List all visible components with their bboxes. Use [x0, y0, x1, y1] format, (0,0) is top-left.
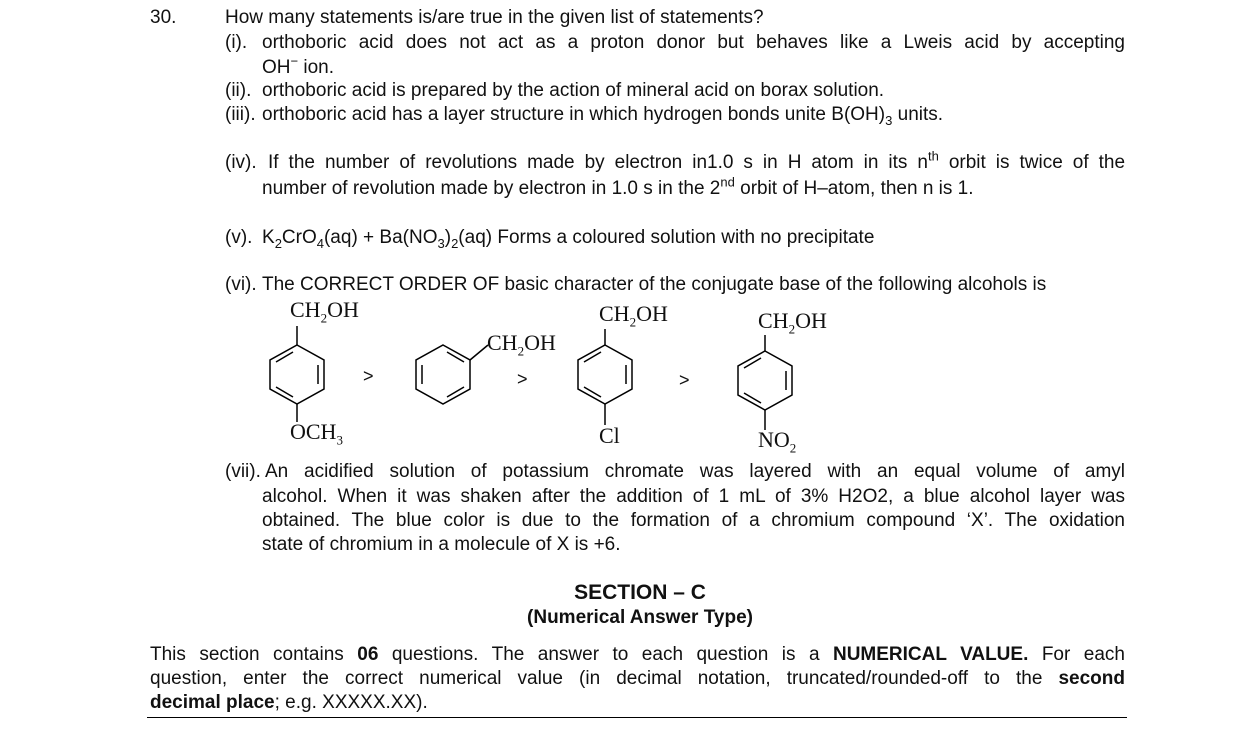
- statement-label: (ii).: [225, 80, 252, 101]
- statement-text: state of chromium in a molecule of X is +6.: [262, 534, 621, 555]
- bottom-divider: [147, 717, 1127, 718]
- question-prompt: How many statements is/are true in the given list of statements?: [225, 7, 764, 28]
- statement-text: The CORRECT ORDER OF basic character of the conjugate base of the following alcohols is: [262, 274, 1047, 295]
- statement-text: orthoboric acid has a layer structure in which hydrogen bonds unite $B(OH)_3$ units.: [262, 104, 944, 128]
- section-instructions: question, enter the correct numerical value (in decimal notation, truncated/rounded-off to the second: [150, 668, 1125, 689]
- statement-text: OH− ion.: [262, 53, 335, 78]
- section-title: SECTION – C: [574, 581, 706, 604]
- greater-than-sign: >: [679, 370, 690, 390]
- statement-label: (v).: [225, 227, 253, 248]
- statement-text: orthoboric acid is prepared by the action of mineral acid on borax solution.: [262, 80, 885, 101]
- statement-label: (i).: [225, 32, 248, 53]
- ch2oh-label: $CH_2OH$: [290, 297, 359, 326]
- statement-label: (iii).: [225, 104, 256, 125]
- statement-text: $K_2CrO_4(aq) + Ba(NO_3)_2(aq)$ Forms a coloured solution with no precipitate: [262, 227, 875, 251]
- statement-label: (iv).: [225, 152, 257, 173]
- statement-text: orthoboric acid does not act as a proton donor but behaves like a Lweis acid by accepting: [262, 32, 1125, 53]
- statement-text: obtained. The blue color is due to the formation of a chromium compound ‘X’. The oxidation: [262, 510, 1125, 531]
- statement-text: alcohol. When it was shaken after the addition of 1 mL of 3% H2O2, a blue alcohol layer was: [262, 486, 1125, 507]
- statement-text: number of revolution made by electron in 1.0 s in the 2nd orbit of H–atom, then n is 1.: [262, 174, 974, 199]
- section-subtitle: (Numerical Answer Type): [527, 607, 753, 628]
- section-instructions: This section contains 06 questions. The answer to each question is a NUMERICAL VALUE. For each: [150, 644, 1125, 665]
- greater-than-sign: >: [517, 369, 528, 389]
- cl-label: Cl: [599, 423, 620, 448]
- statement-label: (vi).: [225, 274, 257, 295]
- section-instructions: decimal place; e.g. XXXXX.XX).: [150, 692, 428, 713]
- ch2oh-label: $CH_2OH$: [599, 301, 668, 330]
- question-number: 30.: [150, 7, 177, 28]
- statement-text: If the number of revolutions made by electron in1.0 s in H atom in its $n^{th}$ orbit is twice of the: [268, 148, 1126, 173]
- ch2oh-label: $CH_2OH$: [758, 308, 827, 337]
- greater-than-sign: >: [363, 366, 374, 386]
- statement-text: An acidified solution of potassium chromate was layered with an equal volume of amyl: [265, 461, 1125, 482]
- och3-label: $OCH_3$: [290, 419, 343, 448]
- no2-label: $NO_2$: [758, 427, 797, 456]
- statement-label: (vii).: [225, 461, 261, 482]
- ch2oh-label: $CH_2OH$: [487, 330, 556, 359]
